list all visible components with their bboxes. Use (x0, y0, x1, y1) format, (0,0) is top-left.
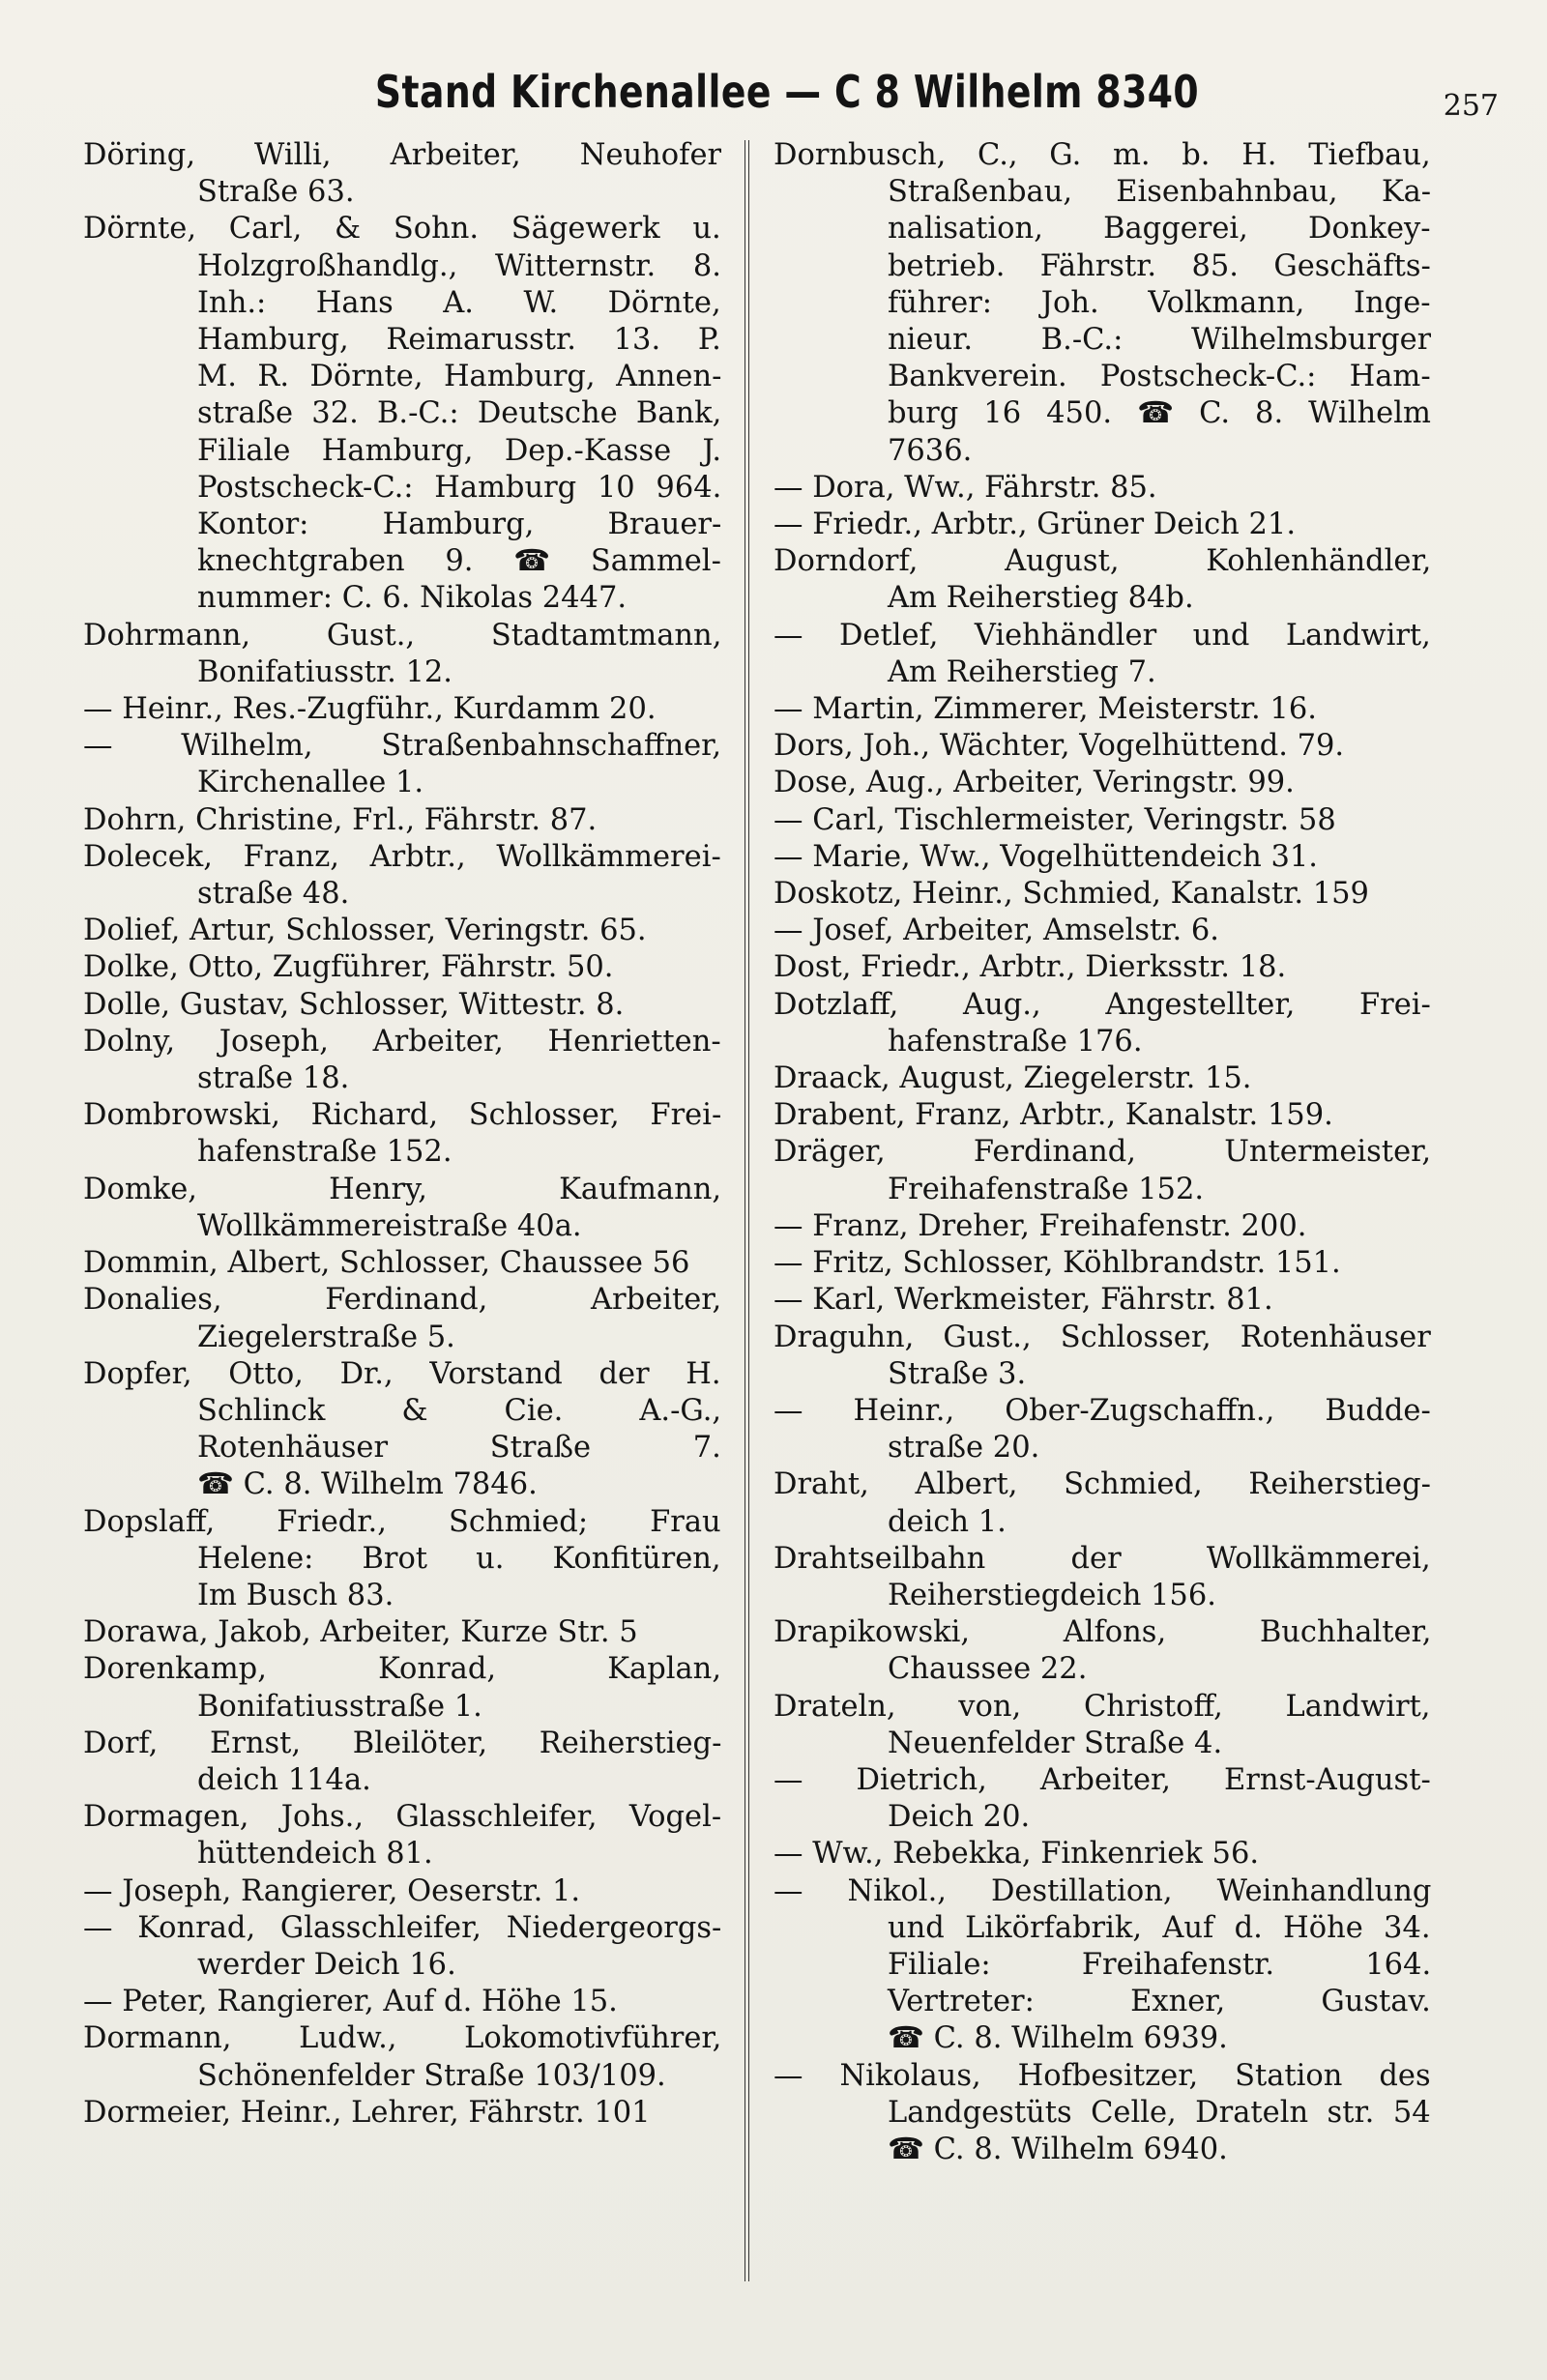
directory-entry (774, 987, 1431, 1060)
entry-line: Dohrmann, Gust., Stadtamtmann, (83, 618, 721, 653)
entry-continuation-line: Straßenbau, Eisenbahnbau, Ka- (888, 175, 1431, 210)
entry-line: Doskotz, Heinr., Schmied, Kanalstr. 159 (774, 877, 1369, 912)
entry-line: Dorndorf, August, Kohlenhändler, (774, 544, 1431, 579)
entry-continuation-line: Vertreter: Exner, Gustav. (888, 1985, 1431, 2019)
entry-continuation-line: deich 114a. (197, 1762, 371, 1797)
directory-entry (774, 765, 1431, 801)
entry-line: — Karl, Werkmeister, Fährstr. 81. (774, 1283, 1273, 1318)
entry-continuation-line: Filiale Hamburg, Dep.-Kasse J. (197, 433, 721, 468)
entry-line: — Konrad, Glasschleifer, Niedergeorgs- (83, 1910, 721, 1945)
directory-entry (774, 1282, 1431, 1319)
entry-continuation-line: nalisation, Baggerei, Donkey- (888, 212, 1431, 247)
entry-continuation-line: straße 20. (888, 1431, 1040, 1466)
directory-entry (83, 1799, 721, 1872)
directory-entry (774, 1689, 1431, 1762)
directory-entry (83, 1910, 721, 1984)
entry-continuation-line: Deich 20. (888, 1800, 1031, 1835)
directory-entry (774, 1541, 1431, 1614)
page-header (75, 66, 1499, 133)
directory-entry (83, 728, 721, 801)
directory-entry (83, 802, 721, 839)
entry-continuation-line: Reiherstiegdeich 156. (888, 1578, 1216, 1612)
entry-line: Drabent, Franz, Arbtr., Kanalstr. 159. (774, 1098, 1333, 1133)
entry-line: Dolke, Otto, Zugführer, Fährstr. 50. (83, 950, 614, 985)
entry-continuation-line: Bonifatiusstraße 1. (197, 1689, 482, 1724)
entry-continuation-line: führer: Joh. Volkmann, Inge- (888, 285, 1431, 320)
directory-entry (83, 618, 721, 691)
entry-continuation-line: knechtgraben 9. ☎ Sammel- (197, 544, 721, 579)
entry-line: Dose, Aug., Arbeiter, Veringstr. 99. (774, 766, 1295, 800)
entry-continuation-line: Kirchenallee 1. (197, 766, 424, 800)
entry-line: — Heinr., Ober-Zugschaffn., Budde- (774, 1393, 1431, 1428)
entry-line: Dost, Friedr., Arbtr., Dierksstr. 18. (774, 950, 1287, 985)
entry-continuation-line: Landgestüts Celle, Drateln str. 54 (888, 2095, 1431, 2130)
entry-continuation-line: Inh.: Hans A. W. Dörnte, (197, 285, 721, 320)
entry-continuation-line: straße 48. (197, 877, 350, 912)
directory-entry (774, 1320, 1431, 1393)
directory-entry (774, 876, 1431, 913)
entry-line: Dörnte, Carl, & Sohn. Sägewerk u. (83, 212, 721, 247)
directory-entry (774, 618, 1431, 691)
directory-entry (83, 1873, 721, 1910)
entry-continuation-line: ☎ C. 8. Wilhelm 6939. (888, 2021, 1228, 2056)
entry-continuation-line: Hamburg, Reimarusstr. 13. P. (197, 323, 721, 358)
entry-line: — Josef, Arbeiter, Amselstr. 6. (774, 914, 1219, 948)
entry-line: — Nikolaus, Hofbesitzer, Station des (774, 2058, 1431, 2093)
entry-line: — Heinr., Res.-Zugführ., Kurdamm 20. (83, 692, 657, 727)
entry-line: — Nikol., Destillation, Weinhandlung (774, 1873, 1431, 1908)
directory-entry (83, 1172, 721, 1245)
entry-line: — Carl, Tischlermeister, Veringstr. 58 (774, 802, 1336, 837)
directory-entry (83, 1282, 721, 1355)
directory-entry (774, 1614, 1431, 1688)
directory-entry (83, 1245, 721, 1282)
entry-line: Drapikowski, Alfons, Buchhalter, (774, 1615, 1431, 1650)
directory-entry (83, 2095, 721, 2132)
directory-entry (83, 137, 721, 211)
entry-line: Drateln, von, Christoff, Landwirt, (774, 1689, 1431, 1724)
entry-line: — Friedr., Arbtr., Grüner Deich 21. (774, 508, 1297, 542)
entry-continuation-line: Holzgroßhandlg., Witternstr. 8. (197, 248, 721, 283)
directory-entry (774, 1836, 1431, 1872)
directory-entry (774, 543, 1431, 617)
entry-continuation-line: Schlinck & Cie. A.-G., (197, 1393, 721, 1428)
entry-continuation-line: Neuenfelder Straße 4. (888, 1726, 1223, 1760)
entry-continuation-line: Chaussee 22. (888, 1652, 1088, 1687)
entry-continuation-line: betrieb. Fährstr. 85. Geschäfts- (888, 248, 1431, 283)
directory-entry (83, 1024, 721, 1097)
entry-continuation-line: deich 1. (888, 1504, 1007, 1539)
entry-continuation-line: hafenstraße 152. (197, 1135, 452, 1170)
directory-entry (774, 1208, 1431, 1245)
directory-entry (774, 1060, 1431, 1097)
directory-entry (774, 1873, 1431, 2058)
directory-entry (83, 1614, 721, 1651)
directory-entry (774, 1762, 1431, 1836)
directory-entry (774, 691, 1431, 728)
entry-continuation-line: straße 18. (197, 1061, 350, 1096)
column-divider (744, 140, 749, 2281)
entry-continuation-line: ☎ C. 8. Wilhelm 6940. (888, 2132, 1228, 2166)
entry-continuation-line: Straße 3. (888, 1356, 1027, 1391)
entry-line: Dolle, Gustav, Schlosser, Wittestr. 8. (83, 987, 625, 1022)
entry-line: Dolny, Joseph, Arbeiter, Henrietten- (83, 1024, 721, 1059)
entry-line: Donalies, Ferdinand, Arbeiter, (83, 1283, 721, 1318)
entry-line: Dorenkamp, Konrad, Kaplan, (83, 1652, 721, 1687)
entry-line: Dorf, Ernst, Bleilöter, Reiherstieg- (83, 1726, 721, 1760)
directory-entry (774, 137, 1431, 470)
entry-continuation-line: Am Reiherstieg 7. (888, 654, 1156, 689)
entry-line: Dorawa, Jakob, Arbeiter, Kurze Str. 5 (83, 1615, 638, 1650)
entry-continuation-line: Wollkämmereistraße 40a. (197, 1208, 582, 1243)
directory-entry (774, 1097, 1431, 1134)
entry-line: Dormagen, Johs., Glasschleifer, Vogel- (83, 1800, 721, 1835)
entry-continuation-line: Bankverein. Postscheck-C.: Ham- (888, 360, 1431, 394)
entry-line: Dräger, Ferdinand, Untermeister, (774, 1135, 1431, 1170)
entry-line: — Dietrich, Arbeiter, Ernst-August- (774, 1762, 1431, 1797)
entry-line: Dopslaff, Friedr., Schmied; Frau (83, 1504, 721, 1539)
entry-line: Draguhn, Gust., Schlosser, Rotenhäuser (774, 1320, 1431, 1354)
entry-line: Dolief, Artur, Schlosser, Veringstr. 65. (83, 914, 647, 948)
entry-line: Domke, Henry, Kaufmann, (83, 1172, 721, 1206)
directory-entry (774, 839, 1431, 876)
entry-line: — Dora, Ww., Fährstr. 85. (774, 470, 1157, 505)
directory-entry (83, 1651, 721, 1725)
entry-continuation-line: hüttendeich 81. (197, 1837, 433, 1872)
entry-line: — Peter, Rangierer, Auf d. Höhe 15. (83, 1985, 618, 2019)
entry-continuation-line: Am Reiherstieg 84b. (888, 581, 1194, 616)
entry-continuation-line: und Likörfabrik, Auf d. Höhe 34. (888, 1910, 1431, 1945)
entry-continuation-line: M. R. Dörnte, Hamburg, Annen- (197, 360, 721, 394)
directory-entry (83, 949, 721, 986)
directory-entry (83, 1504, 721, 1615)
entry-continuation-line: 7636. (888, 433, 973, 468)
entry-line: — Fritz, Schlosser, Köhlbrandstr. 151. (774, 1246, 1341, 1281)
directory-entry (774, 802, 1431, 839)
entry-line: — Detlef, Viehhändler und Landwirt, (774, 618, 1431, 653)
directory-entry (774, 1245, 1431, 1282)
entry-continuation-line: Schönenfelder Straße 103/109. (197, 2058, 666, 2093)
entry-line: Dommin, Albert, Schlosser, Chaussee 56 (83, 1246, 690, 1281)
directory-entry (83, 691, 721, 728)
entry-continuation-line: burg 16 450. ☎ C. 8. Wilhelm (888, 396, 1431, 431)
directory-entry (774, 1393, 1431, 1466)
entry-continuation-line: Bonifatiusstr. 12. (197, 654, 452, 689)
directory-entry (83, 1726, 721, 1799)
entry-continuation-line: Postscheck-C.: Hamburg 10 964. (197, 470, 721, 505)
entry-continuation-line: Freihafenstraße 152. (888, 1172, 1205, 1206)
directory-entry (83, 2020, 721, 2094)
entry-line: Draack, August, Ziegelerstr. 15. (774, 1061, 1252, 1096)
directory-entry (774, 2058, 1431, 2169)
directory-entry (774, 1466, 1431, 1540)
entry-continuation-line: Kontor: Hamburg, Brauer- (197, 508, 721, 542)
entry-continuation-line: ☎ C. 8. Wilhelm 7846. (197, 1467, 538, 1502)
entry-line: Dotzlaff, Aug., Angestellter, Frei- (774, 987, 1431, 1022)
entry-line: — Marie, Ww., Vogelhüttendeich 31. (774, 839, 1318, 874)
directory-entry (83, 913, 721, 949)
directory-entry (774, 728, 1431, 765)
entry-line: — Wilhelm, Straßenbahnschaffner, (83, 729, 721, 764)
entry-continuation-line: hafenstraße 176. (888, 1024, 1143, 1059)
directory-entry (774, 949, 1431, 986)
entry-continuation-line: Im Busch 83. (197, 1578, 394, 1612)
entry-continuation-line: nieur. B.-C.: Wilhelmsburger (888, 323, 1431, 358)
entry-line: Dopfer, Otto, Dr., Vorstand der H. (83, 1356, 721, 1391)
directory-entry (83, 211, 721, 617)
page-number: 257 (1443, 89, 1499, 123)
entry-line: Dormeier, Heinr., Lehrer, Fährstr. 101 (83, 2095, 651, 2130)
left-column (83, 137, 721, 2303)
entry-continuation-line: Rotenhäuser Straße 7. (197, 1431, 721, 1466)
entry-continuation-line: straße 32. B.-C.: Deutsche Bank, (197, 396, 721, 431)
entry-line: Dormann, Ludw., Lokomotivführer, (83, 2021, 721, 2056)
entry-line: Dombrowski, Richard, Schlosser, Frei- (83, 1098, 721, 1133)
directory-entry (774, 913, 1431, 949)
directory-entry (774, 470, 1431, 507)
right-column (774, 137, 1431, 2303)
running-head: Stand Kirchenallee — C 8 Wilhelm 8340 (374, 66, 1200, 118)
entry-line: Drahtseilbahn der Wollkämmerei, (774, 1541, 1431, 1576)
directory-entry (83, 1356, 721, 1504)
entry-line: Döring, Willi, Arbeiter, Neuhofer (83, 138, 721, 172)
entry-line: — Martin, Zimmerer, Meisterstr. 16. (774, 692, 1317, 727)
directory-entry (83, 987, 721, 1024)
entry-line: Dohrn, Christine, Frl., Fährstr. 87. (83, 802, 598, 837)
entry-line: Dors, Joh., Wächter, Vogelhüttend. 79. (774, 729, 1345, 764)
entry-line: Dornbusch, C., G. m. b. H. Tiefbau, (774, 138, 1431, 172)
entry-line: Draht, Albert, Schmied, Reiherstieg- (774, 1467, 1431, 1502)
directory-entry (83, 839, 721, 913)
entry-line: — Joseph, Rangierer, Oeserstr. 1. (83, 1873, 581, 1908)
entry-continuation-line: Straße 63. (197, 175, 355, 210)
entry-line: — Franz, Dreher, Freihafenstr. 200. (774, 1208, 1307, 1243)
entry-continuation-line: werder Deich 16. (197, 1947, 456, 1982)
entry-continuation-line: nummer: C. 6. Nikolas 2447. (197, 581, 628, 616)
directory-entry (774, 507, 1431, 543)
entry-continuation-line: Ziegelerstraße 5. (197, 1320, 455, 1354)
directory-entry (83, 1984, 721, 2020)
directory-entry (774, 1134, 1431, 1207)
directory-entry (83, 1097, 721, 1171)
entry-continuation-line: Helene: Brot u. Konfitüren, (197, 1541, 721, 1576)
entry-continuation-line: Filiale: Freihafenstr. 164. (888, 1947, 1431, 1982)
entry-line: Dolecek, Franz, Arbtr., Wollkämmerei- (83, 839, 721, 874)
entry-line: — Ww., Rebekka, Finkenriek 56. (774, 1837, 1260, 1872)
